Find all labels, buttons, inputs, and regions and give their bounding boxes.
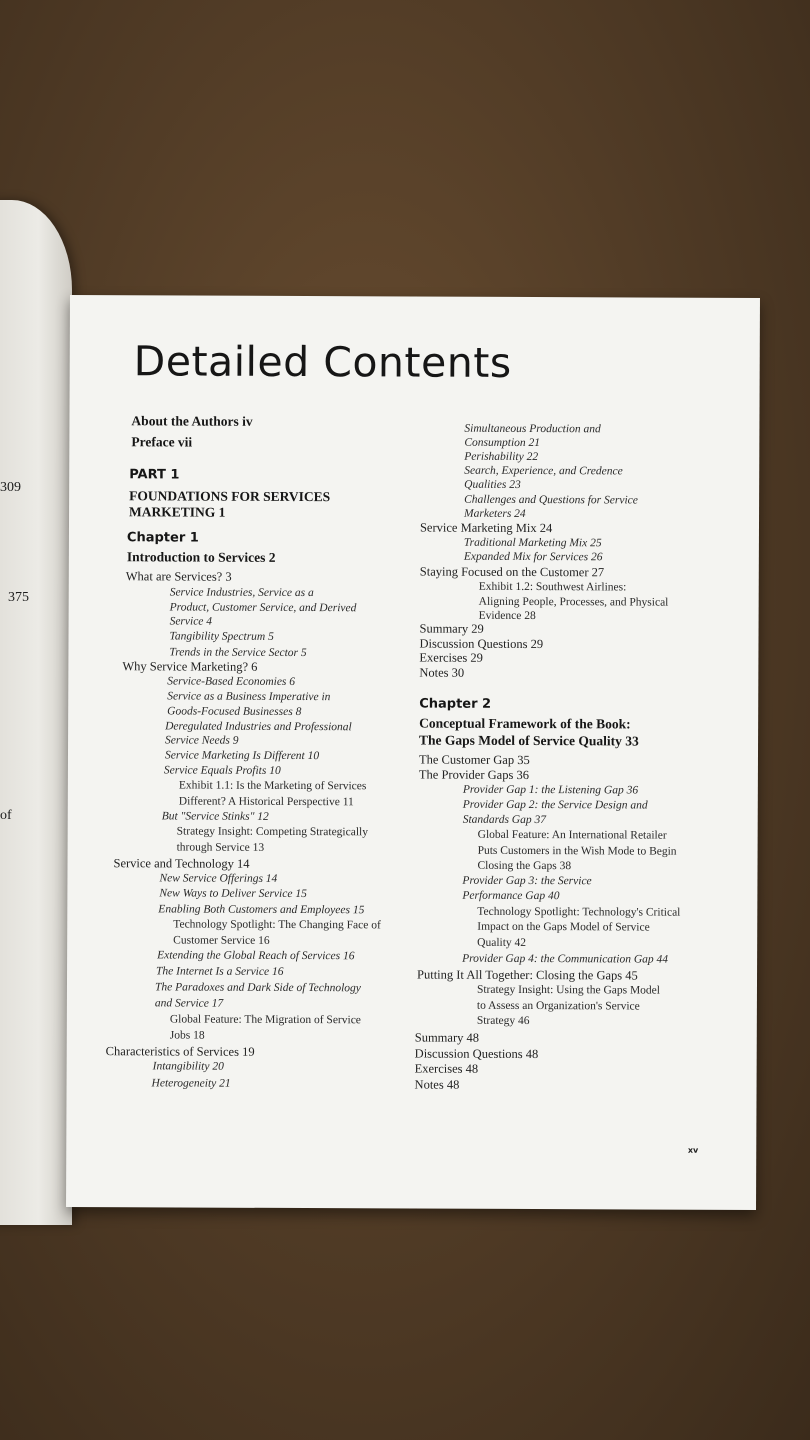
- page-folio: xv: [687, 1145, 699, 1155]
- toc-entry: About the Authors iv: [131, 413, 253, 429]
- toc-entry: Notes 30: [419, 665, 465, 680]
- toc-entry: New Service Offerings 14: [159, 872, 278, 885]
- toc-entry: Why Service Marketing? 6: [122, 659, 258, 674]
- toc-entry: Customer Service 16: [173, 934, 270, 947]
- chapter-label: Chapter 1: [126, 530, 199, 546]
- toc-entry: The Customer Gap 35: [418, 752, 530, 768]
- toc-entry: Service as a Business Imperative in: [167, 690, 331, 704]
- toc-entry: Technology Spotlight: Technology's Critical: [477, 905, 681, 919]
- toc-entry: Jobs 18: [169, 1029, 205, 1042]
- toc-entry: Challenges and Questions for Service: [464, 493, 638, 507]
- toc-entry: Goods-Focused Businesses 8: [167, 705, 302, 719]
- margin-word: of: [0, 808, 12, 823]
- toc-entry: Service Equals Profits 10: [163, 764, 281, 777]
- toc-entry: The Provider Gaps 36: [418, 767, 529, 783]
- toc-entry: Traditional Marketing Mix 25: [463, 536, 602, 550]
- toc-entry: Global Feature: The Migration of Service: [169, 1013, 361, 1027]
- toc-entry: Search, Experience, and Credence: [464, 464, 623, 478]
- toc-entry: Characteristics of Services 19: [105, 1044, 255, 1059]
- toc-entry: Qualities 23: [464, 478, 521, 491]
- chapter-label: Chapter 2: [419, 696, 492, 712]
- toc-entry: Discussion Questions 48: [414, 1046, 539, 1062]
- toc-entry: Deregulated Industries and Professional: [165, 720, 352, 734]
- chapter-title: The Gaps Model of Service Quality 33: [419, 732, 639, 749]
- toc-entry: Provider Gap 3: the Service: [462, 874, 592, 888]
- toc-entry: The Internet Is a Service 16: [156, 965, 284, 978]
- toc-entry: Exercises 29: [419, 650, 483, 665]
- toc-entry: Performance Gap 40: [462, 889, 560, 903]
- toc-entry: Impact on the Gaps Model of Service: [477, 920, 650, 934]
- toc-entry: Product, Customer Service, and Derived: [169, 601, 357, 615]
- toc-entry: Heterogeneity 21: [151, 1077, 231, 1090]
- toc-entry: Exhibit 1.2: Southwest Airlines:: [478, 580, 627, 594]
- toc-entry: Expanded Mix for Services 26: [463, 550, 603, 564]
- toc-entry: What are Services? 3: [125, 569, 232, 584]
- toc-entry: New Ways to Deliver Service 15: [159, 887, 307, 901]
- toc-entry: Trends in the Service Sector 5: [169, 646, 307, 660]
- toc-entry: Strategy Insight: Competing Strategically: [176, 825, 369, 839]
- part-title: FOUNDATIONS FOR SERVICES: [129, 488, 331, 505]
- toc-entry: Service Needs 9: [165, 734, 239, 747]
- toc-entry: The Paradoxes and Dark Side of Technology: [154, 981, 361, 995]
- toc-entry: Service Industries, Service as a: [169, 586, 314, 600]
- toc-entry: Marketers 24: [464, 507, 526, 520]
- toc-entry: Provider Gap 1: the Listening Gap 36: [462, 783, 639, 797]
- toc-entry: But "Service Stinks" 12: [161, 810, 269, 823]
- toc-entry: Global Feature: An International Retailer: [477, 828, 667, 842]
- toc-entry: Closing the Gaps 38: [477, 859, 572, 873]
- toc-entry: Service 4: [169, 615, 213, 628]
- toc-entry: Evidence 28: [478, 609, 536, 623]
- toc-entry: Strategy 46: [476, 1014, 530, 1028]
- toc-entry: Tangibility Spectrum 5: [169, 630, 274, 643]
- toc-entry: Technology Spotlight: The Changing Face of: [173, 918, 381, 932]
- toc-entry: Service and Technology 14: [113, 856, 250, 871]
- toc-entry: Service-Based Economies 6: [167, 675, 296, 688]
- chapter-title: Conceptual Framework of the Book:: [419, 715, 631, 732]
- toc-entry: Strategy Insight: Using the Gaps Model: [476, 983, 661, 997]
- toc-entry: through Service 13: [176, 841, 265, 854]
- margin-number: 375: [8, 590, 29, 605]
- toc-entry: Enabling Both Customers and Employees 15: [158, 903, 365, 917]
- toc-entry: Different? A Historical Perspective 11: [178, 795, 354, 809]
- toc-entry: Quality 42: [477, 936, 527, 949]
- toc-entry: Preface vii: [131, 434, 193, 450]
- toc-entry: Putting It All Together: Closing the Gaps 45: [417, 967, 638, 983]
- toc-entry: Perishability 22: [464, 450, 539, 464]
- toc-entry: Discussion Questions 29: [419, 636, 544, 652]
- toc-entry: Service Marketing Is Different 10: [164, 749, 320, 763]
- toc-entry: Exhibit 1.1: Is the Marketing of Services: [178, 779, 367, 793]
- toc-entry: Consumption 21: [464, 436, 541, 450]
- toc-entry: Provider Gap 2: the Service Design and: [462, 798, 648, 812]
- toc-entry: Intangibility 20: [152, 1060, 224, 1073]
- toc-entry: and Service 17: [154, 997, 224, 1010]
- chapter-title: Introduction to Services 2: [126, 549, 276, 565]
- part-title: MARKETING 1: [129, 504, 226, 520]
- toc-entry: Exercises 48: [414, 1061, 479, 1076]
- toc-entry: Notes 48: [414, 1077, 460, 1092]
- toc-entry: Extending the Global Reach of Services 16: [157, 949, 355, 963]
- facing-page: [0, 200, 72, 1225]
- toc-entry: Puts Customers in the Wish Mode to Begin: [477, 844, 677, 858]
- page-title: Detailed Contents: [133, 337, 512, 387]
- margin-number: 309: [0, 480, 21, 495]
- toc-entry: Aligning People, Processes, and Physical: [478, 595, 669, 609]
- contents-page: [66, 295, 760, 1210]
- toc-entry: Summary 48: [414, 1030, 480, 1045]
- toc-entry: Service Marketing Mix 24: [419, 520, 553, 536]
- toc-entry: Simultaneous Production and: [464, 422, 601, 436]
- toc-entry: to Assess an Organization's Service: [476, 999, 640, 1013]
- toc-entry: Summary 29: [419, 621, 484, 636]
- toc-entry: Standards Gap 37: [462, 813, 547, 827]
- toc-entry: Staying Focused on the Customer 27: [419, 564, 605, 580]
- toc-entry: Provider Gap 4: the Communication Gap 44: [462, 952, 669, 966]
- part-label: PART 1: [129, 467, 180, 483]
